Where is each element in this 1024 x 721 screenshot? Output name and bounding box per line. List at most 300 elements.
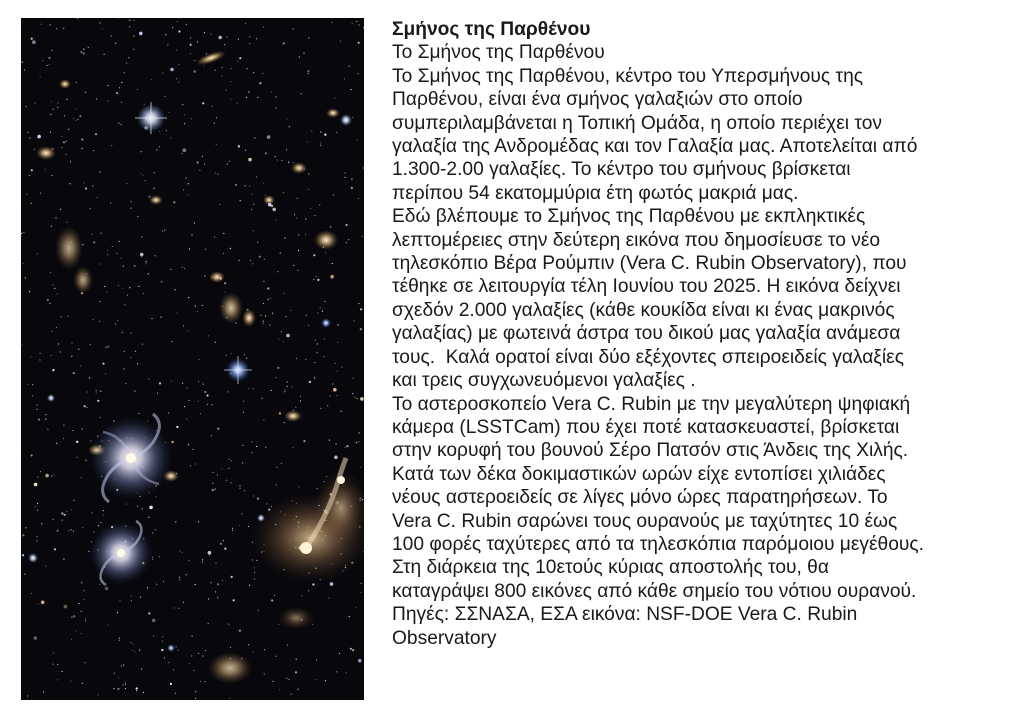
star bbox=[187, 388, 188, 389]
star bbox=[285, 316, 286, 317]
star bbox=[60, 209, 61, 210]
star bbox=[336, 132, 337, 133]
star bbox=[153, 635, 154, 636]
star bbox=[240, 200, 241, 201]
star bbox=[192, 449, 193, 450]
star bbox=[345, 447, 346, 448]
star bbox=[45, 414, 46, 415]
star bbox=[41, 523, 42, 524]
star bbox=[339, 653, 340, 654]
star bbox=[97, 197, 98, 198]
star bbox=[189, 248, 190, 249]
star bbox=[194, 463, 195, 464]
star bbox=[202, 305, 203, 306]
star bbox=[284, 238, 285, 239]
star bbox=[278, 339, 279, 340]
star bbox=[275, 96, 276, 97]
star bbox=[62, 520, 63, 521]
star bbox=[126, 503, 127, 504]
star bbox=[48, 57, 50, 59]
star bbox=[284, 391, 285, 392]
star bbox=[358, 441, 359, 442]
star bbox=[316, 276, 317, 277]
star bbox=[254, 567, 255, 568]
star bbox=[139, 32, 143, 36]
star bbox=[254, 578, 255, 579]
star bbox=[38, 419, 40, 421]
virgo-cluster-graphic bbox=[21, 18, 364, 700]
star bbox=[277, 159, 278, 160]
star bbox=[154, 188, 155, 189]
star bbox=[66, 511, 67, 512]
star bbox=[211, 34, 212, 35]
star bbox=[58, 343, 59, 344]
star bbox=[265, 152, 267, 154]
star bbox=[71, 356, 72, 357]
star bbox=[32, 395, 33, 396]
star bbox=[356, 607, 357, 608]
text-line: τηλεσκόπιο Βέρα Ρούμπιν (Vera C. Rubin Observatory), που bbox=[392, 253, 907, 275]
star bbox=[336, 395, 337, 396]
star bbox=[129, 287, 130, 288]
star bbox=[176, 78, 177, 79]
star bbox=[54, 548, 56, 550]
star bbox=[356, 21, 357, 22]
star bbox=[344, 78, 345, 79]
star bbox=[353, 378, 354, 379]
star bbox=[168, 112, 169, 113]
star bbox=[182, 104, 183, 105]
star bbox=[85, 92, 86, 93]
star bbox=[262, 73, 263, 74]
text-line: στην κορυφή του βουνού Σέρο Πατσόν στις Άνδεις της Χιλής. bbox=[392, 440, 909, 462]
star bbox=[143, 293, 144, 294]
star bbox=[191, 234, 192, 235]
star bbox=[184, 114, 185, 115]
star bbox=[211, 404, 212, 405]
star bbox=[291, 386, 292, 387]
star bbox=[276, 219, 277, 220]
star bbox=[81, 138, 83, 140]
star bbox=[131, 208, 132, 209]
star bbox=[220, 543, 222, 545]
star bbox=[190, 44, 192, 46]
star bbox=[289, 126, 290, 127]
star bbox=[313, 279, 314, 280]
star bbox=[189, 663, 190, 664]
star bbox=[100, 522, 101, 523]
star bbox=[295, 407, 296, 408]
star bbox=[327, 405, 328, 406]
star bbox=[68, 129, 69, 130]
star bbox=[76, 457, 77, 458]
star bbox=[286, 149, 287, 150]
star bbox=[248, 644, 249, 645]
star bbox=[91, 234, 92, 235]
article-title: Σμήνος της Παρθένου bbox=[392, 19, 591, 40]
star bbox=[36, 536, 37, 537]
star bbox=[142, 175, 143, 176]
star bbox=[121, 665, 122, 666]
star bbox=[243, 412, 244, 413]
star bbox=[56, 327, 57, 328]
star bbox=[186, 177, 187, 178]
star bbox=[352, 23, 353, 24]
star bbox=[64, 115, 65, 116]
star bbox=[179, 579, 180, 580]
star bbox=[299, 486, 300, 487]
star bbox=[289, 679, 290, 680]
star bbox=[351, 89, 352, 90]
star bbox=[312, 583, 314, 585]
star bbox=[277, 367, 279, 369]
star bbox=[346, 445, 348, 447]
star bbox=[358, 198, 359, 199]
star bbox=[32, 40, 36, 44]
star bbox=[53, 519, 54, 520]
star bbox=[105, 373, 106, 374]
star bbox=[188, 194, 189, 195]
star bbox=[226, 480, 227, 481]
star bbox=[163, 581, 164, 582]
star bbox=[216, 117, 217, 118]
star bbox=[313, 254, 315, 256]
star bbox=[176, 426, 178, 428]
star bbox=[248, 388, 249, 389]
star bbox=[322, 311, 323, 312]
star bbox=[142, 344, 143, 345]
star bbox=[332, 263, 333, 264]
star bbox=[178, 608, 179, 609]
star bbox=[66, 99, 67, 100]
star bbox=[261, 398, 262, 399]
star bbox=[56, 443, 57, 444]
star bbox=[152, 532, 153, 533]
star bbox=[71, 617, 72, 618]
star bbox=[309, 381, 311, 383]
star bbox=[229, 459, 230, 460]
star bbox=[29, 291, 30, 292]
star bbox=[308, 37, 309, 38]
star bbox=[334, 456, 338, 460]
star bbox=[202, 156, 203, 157]
star bbox=[222, 580, 223, 581]
star bbox=[41, 601, 45, 605]
star bbox=[223, 540, 224, 541]
spiral-galaxy-lower bbox=[89, 521, 153, 585]
star bbox=[219, 204, 220, 205]
star bbox=[200, 681, 201, 682]
star bbox=[265, 195, 266, 196]
star bbox=[123, 684, 124, 685]
star bbox=[31, 454, 33, 456]
star bbox=[253, 72, 254, 73]
star bbox=[279, 412, 281, 414]
star bbox=[81, 582, 82, 583]
star bbox=[231, 68, 232, 69]
star bbox=[305, 359, 306, 360]
star bbox=[129, 26, 130, 27]
star bbox=[225, 292, 226, 293]
paragraph-observatory bbox=[392, 393, 1012, 650]
star bbox=[23, 232, 24, 233]
star bbox=[242, 462, 243, 463]
star bbox=[164, 96, 165, 97]
star bbox=[47, 299, 49, 301]
star bbox=[135, 651, 136, 652]
star bbox=[361, 583, 362, 584]
star bbox=[363, 167, 364, 168]
star bbox=[176, 313, 177, 314]
star bbox=[204, 681, 205, 682]
star bbox=[71, 343, 72, 344]
star bbox=[111, 145, 112, 146]
star bbox=[148, 378, 149, 379]
star bbox=[140, 173, 141, 174]
star bbox=[57, 679, 58, 680]
star bbox=[336, 443, 337, 444]
star bbox=[186, 574, 187, 575]
star bbox=[324, 134, 326, 136]
star bbox=[49, 64, 50, 65]
star bbox=[264, 649, 265, 650]
star bbox=[67, 222, 68, 223]
star bbox=[192, 636, 193, 637]
star bbox=[139, 650, 140, 651]
star bbox=[239, 488, 240, 489]
star bbox=[90, 344, 91, 345]
star bbox=[230, 353, 231, 354]
star bbox=[97, 400, 99, 402]
star bbox=[183, 148, 187, 152]
star bbox=[184, 268, 185, 269]
star bbox=[198, 653, 199, 654]
star bbox=[134, 390, 135, 391]
star bbox=[208, 623, 209, 624]
star bbox=[303, 440, 305, 442]
star bbox=[47, 65, 48, 66]
star bbox=[266, 503, 267, 504]
star bbox=[360, 467, 361, 468]
star bbox=[134, 20, 135, 21]
star bbox=[128, 57, 129, 58]
star bbox=[217, 474, 218, 475]
star bbox=[190, 37, 191, 38]
star bbox=[296, 358, 297, 359]
star bbox=[30, 356, 31, 357]
star bbox=[164, 230, 165, 231]
star bbox=[191, 118, 192, 119]
star bbox=[57, 107, 58, 108]
text-line: Το Σμήνος της Παρθένου, κέντρο του Υπερσμήνους της bbox=[392, 65, 863, 87]
star bbox=[96, 98, 97, 99]
star bbox=[145, 180, 146, 181]
star bbox=[215, 172, 216, 173]
star bbox=[281, 160, 282, 161]
star bbox=[175, 693, 176, 694]
star bbox=[281, 331, 282, 332]
star bbox=[57, 102, 58, 103]
star bbox=[136, 687, 138, 689]
star bbox=[256, 176, 257, 177]
star bbox=[21, 344, 22, 345]
star bbox=[350, 648, 352, 650]
star bbox=[83, 182, 84, 183]
star bbox=[295, 671, 297, 673]
star bbox=[85, 187, 87, 189]
star bbox=[162, 636, 163, 637]
star bbox=[115, 323, 116, 324]
star bbox=[293, 162, 294, 163]
star bbox=[80, 633, 81, 634]
star bbox=[70, 681, 71, 682]
star bbox=[283, 341, 284, 342]
star bbox=[252, 559, 253, 560]
star bbox=[31, 38, 33, 40]
star bbox=[133, 36, 134, 37]
star bbox=[124, 351, 125, 352]
star bbox=[190, 465, 191, 466]
star bbox=[352, 649, 354, 651]
star bbox=[114, 673, 115, 674]
star bbox=[358, 24, 359, 25]
star bbox=[228, 624, 229, 625]
star bbox=[293, 265, 294, 266]
star bbox=[124, 304, 125, 305]
star bbox=[320, 131, 321, 132]
star bbox=[151, 79, 152, 80]
star bbox=[188, 444, 189, 445]
article-subtitle: Το Σμήνος της Παρθένου bbox=[392, 42, 605, 64]
star bbox=[99, 584, 100, 585]
star bbox=[149, 506, 153, 510]
star bbox=[287, 386, 288, 387]
star bbox=[242, 445, 243, 446]
star bbox=[28, 384, 29, 385]
star bbox=[25, 106, 26, 107]
star bbox=[352, 117, 353, 118]
star bbox=[263, 323, 264, 324]
star bbox=[227, 391, 228, 392]
star bbox=[231, 576, 233, 578]
star bbox=[263, 321, 264, 322]
star bbox=[173, 201, 175, 203]
star bbox=[230, 248, 231, 249]
star bbox=[171, 341, 172, 342]
star bbox=[204, 32, 205, 33]
star bbox=[51, 226, 52, 227]
star bbox=[254, 137, 255, 138]
star bbox=[194, 60, 195, 61]
star bbox=[323, 356, 324, 357]
star bbox=[287, 645, 288, 646]
star bbox=[31, 593, 32, 594]
star bbox=[248, 91, 250, 93]
star bbox=[26, 194, 27, 195]
star bbox=[267, 135, 271, 139]
star bbox=[67, 316, 68, 317]
star bbox=[253, 495, 254, 496]
star bbox=[249, 585, 250, 586]
star bbox=[203, 384, 204, 385]
star bbox=[195, 691, 196, 692]
star bbox=[271, 390, 272, 391]
star bbox=[176, 49, 177, 50]
star bbox=[358, 432, 359, 433]
star bbox=[275, 156, 276, 157]
star bbox=[184, 406, 185, 407]
star bbox=[189, 400, 190, 401]
star bbox=[298, 270, 299, 271]
star bbox=[173, 669, 174, 670]
star bbox=[320, 145, 321, 146]
star bbox=[226, 89, 227, 90]
star bbox=[93, 531, 94, 532]
star bbox=[286, 334, 290, 338]
star bbox=[257, 97, 258, 98]
star bbox=[211, 582, 212, 583]
star bbox=[85, 618, 86, 619]
star bbox=[61, 147, 62, 148]
star bbox=[37, 510, 38, 511]
text-line: Vera C. Rubin σαρώνει τους ουρανούς με ταχύτητες 10 έως bbox=[392, 510, 898, 532]
star bbox=[172, 27, 173, 28]
star bbox=[235, 184, 237, 186]
star bbox=[116, 92, 118, 94]
star bbox=[292, 447, 293, 448]
star bbox=[73, 615, 75, 617]
star bbox=[53, 652, 54, 653]
star bbox=[42, 60, 43, 61]
star bbox=[232, 528, 233, 529]
star bbox=[208, 335, 209, 336]
star bbox=[358, 42, 360, 44]
star bbox=[311, 131, 312, 132]
star bbox=[61, 671, 62, 672]
star bbox=[300, 400, 301, 401]
star bbox=[252, 388, 253, 389]
star bbox=[184, 123, 185, 124]
star bbox=[228, 468, 229, 469]
star bbox=[274, 595, 275, 596]
star bbox=[52, 284, 53, 285]
star bbox=[79, 115, 81, 117]
star bbox=[333, 388, 337, 392]
star bbox=[122, 288, 123, 289]
star bbox=[134, 265, 136, 267]
star bbox=[195, 698, 196, 699]
star bbox=[92, 185, 93, 186]
star bbox=[77, 119, 78, 120]
star bbox=[35, 506, 36, 507]
star bbox=[214, 236, 215, 237]
star bbox=[159, 131, 160, 132]
star bbox=[141, 668, 142, 669]
star bbox=[164, 657, 165, 658]
star bbox=[314, 215, 315, 216]
star bbox=[21, 233, 22, 234]
star bbox=[165, 34, 166, 35]
star bbox=[301, 93, 302, 94]
star bbox=[251, 452, 252, 453]
star bbox=[303, 53, 304, 54]
star bbox=[117, 688, 119, 690]
star bbox=[197, 161, 199, 163]
star bbox=[263, 27, 264, 28]
star bbox=[131, 600, 132, 601]
star bbox=[137, 216, 138, 217]
star bbox=[93, 241, 95, 243]
